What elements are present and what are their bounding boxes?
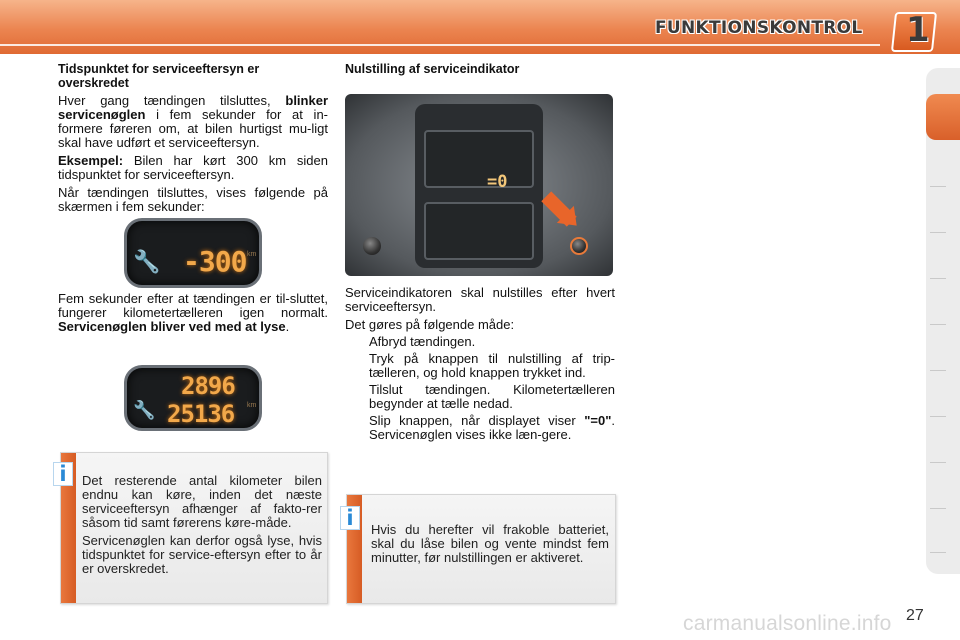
watermark: carmanualsonline.info — [683, 612, 892, 635]
info-paragraph: Servicenøglen kan derfor også lyse, hvis tidspunktet for service-eftersyn efter to år er overskredet. — [82, 533, 322, 576]
chapter-tab-divider — [930, 232, 946, 233]
dimmer-knob — [363, 237, 381, 255]
page-number: 27 — [906, 607, 924, 624]
list-item-text: Tilslut tændingen. Kilometertælleren begynder at tælle nedad. — [369, 382, 615, 411]
paragraph: Serviceindikatoren skal nulstilles efter hvert serviceeftersyn. — [345, 285, 615, 314]
info-text: Hvis du herefter vil frakoble batteriet, skal du låse bilen og vente mindst fem minutter, før nulstillingen er aktiveret. — [371, 522, 609, 565]
list-item — [345, 335, 615, 349]
chapter-tab-divider — [930, 552, 946, 553]
trip-reset-button — [570, 237, 588, 255]
chapter-tab-divider — [930, 370, 946, 371]
paragraph-text: . — [285, 319, 290, 334]
trip-value: 2896 — [181, 372, 235, 400]
list-item — [345, 352, 615, 380]
list-item-text: Tryk på knappen til nulstilling af trip-tælleren, og hold knappen trykket ind. — [369, 351, 615, 380]
header-divider — [0, 44, 880, 46]
bullet-icon — [345, 335, 369, 349]
chapter-tab-divider — [930, 186, 946, 187]
paragraph — [58, 94, 328, 150]
paragraph-text: Hver gang tændingen tilsluttes, — [58, 93, 286, 108]
chapter-title: FUNKTIONSKONTROL — [655, 18, 863, 38]
left-column-continued — [58, 292, 328, 334]
chapter-tab-divider — [930, 416, 946, 417]
paragraph — [58, 154, 328, 182]
section-heading: Tidspunktet for serviceeftersyn er overskredet — [58, 62, 260, 90]
info-icon: i — [340, 506, 360, 530]
unit-label: km — [247, 251, 257, 258]
paragraph: Det gøres på følgende måde: — [345, 317, 515, 332]
bullet-icon — [345, 414, 369, 442]
list-item — [345, 414, 615, 442]
odometer-display-warning — [124, 218, 262, 288]
service-countdown-value: -300 — [183, 245, 247, 278]
cluster-screen-top — [424, 130, 534, 188]
info-paragraph: Det resterende antal kilometer bilen endnu kan køre, inden det næste serviceeftersyn afhænger af fakto-rer såsom tid samt førerens køre-måde. — [82, 473, 322, 530]
list-item-text: Afbryd tændingen. — [369, 334, 476, 349]
cluster-readout: =0 — [487, 172, 508, 192]
list-item-text-part: Slip knappen, når displayet viser — [369, 413, 585, 428]
paragraph-emphasis: Servicenøglen bliver ved med at lyse — [58, 319, 286, 334]
section-heading: Nulstilling af serviceindikator — [345, 62, 520, 76]
chapter-tabs — [926, 68, 960, 574]
paragraph-text: Bilen har kørt 300 km siden tidspunktet for serviceeftersyn. — [58, 153, 328, 182]
list-item — [345, 383, 615, 411]
paragraph-emphasis: blinker servicenøglen — [58, 93, 328, 122]
paragraph-text: i fem sekunder for at in-formere føreren om, at bilen hurtigst mu-ligt skal have udført et serviceeftersyn. — [58, 107, 328, 150]
bullet-icon — [345, 352, 369, 380]
chapter-tab-divider — [930, 324, 946, 325]
odometer-value: 25136 — [167, 400, 235, 428]
info-text — [82, 474, 322, 576]
chapter-tab-divider — [930, 508, 946, 509]
paragraph: Når tændingen tilsluttes, vises følgende på skærmen i fem sekunder: — [58, 185, 328, 214]
instrument-cluster-photo — [345, 94, 613, 276]
paragraph-text: Fem sekunder efter at tændingen er til-sluttet, fungerer kilometertælleren igen normalt. — [58, 291, 328, 320]
cluster-screen-bottom — [424, 202, 534, 260]
chapter-tab-divider — [930, 278, 946, 279]
right-column-steps — [345, 286, 615, 442]
chapter-number: 1 — [906, 10, 930, 50]
info-icon: i — [53, 462, 73, 486]
list-item-text — [369, 414, 615, 442]
bullet-icon — [345, 383, 369, 411]
odometer-display-normal — [124, 365, 262, 431]
unit-label: km — [247, 402, 257, 409]
paragraph — [58, 292, 328, 334]
example-label: Eksempel: — [58, 153, 124, 168]
left-column — [58, 62, 328, 214]
list-item-emphasis: "=0" — [584, 413, 612, 428]
right-column — [345, 62, 615, 76]
wrench-icon: 🔧 — [133, 249, 161, 274]
chapter-tab-divider — [930, 462, 946, 463]
wrench-icon: 🔧 — [133, 400, 156, 420]
chapter-tab-active[interactable] — [926, 94, 960, 140]
list-item-text-part: . Servicenøglen vises ikke læn-gere. — [369, 413, 615, 442]
